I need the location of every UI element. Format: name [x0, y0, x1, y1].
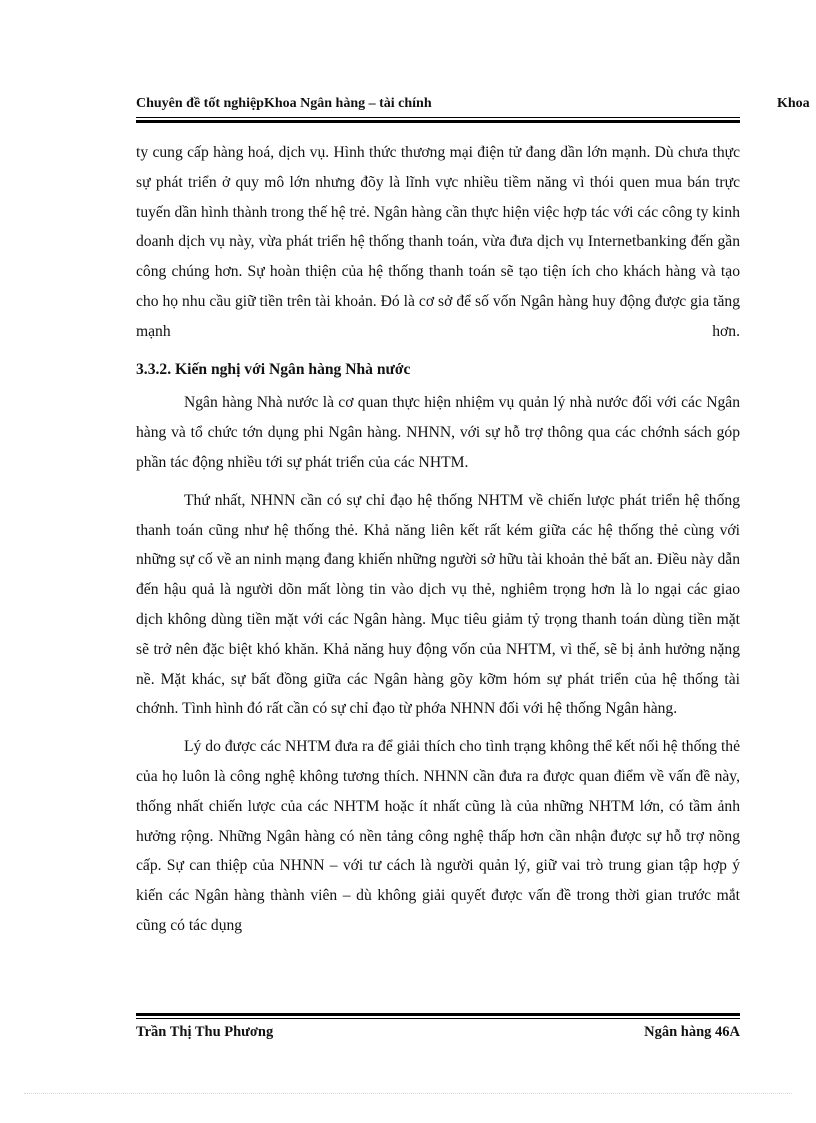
document-body	[136, 138, 740, 949]
footer-rule-thick	[136, 1013, 740, 1016]
footer-class: Ngân hàng 46A	[644, 1024, 740, 1040]
page-bottom-dotted-line	[24, 1093, 792, 1094]
header-title: Chuyên đề tốt nghiệpKhoa Ngân hàng – tài chính	[136, 96, 432, 111]
footer-rule-thin	[136, 1018, 740, 1019]
paragraph-ecommerce: ty cung cấp hàng hoá, dịch vụ. Hình thức thương mại điện tử đang dần lớn mạnh. Dù chưa thực sự phát triển ở quy mô lớn nhưng đõy là lĩnh vực nhiều tiềm năng vì thói quen mua bán trực tuyến dần hình thành trong thế hệ trẻ. Ngân hàng cần thực hiện việc hợp tác với các công ty kinh doanh dịch vụ này, vừa phát triển hệ thống thanh toán, vừa đưa dịch vụ Internetbanking đến gần công chúng hơn. Sự hoàn thiện của hệ thống thanh toán sẽ tạo tiện ích cho khách hàng và tạo cho họ nhu cầu giữ tiền trên tài khoản. Đó là cơ sở để số vốn Ngân hàng huy động được gia tăng mạnh hơn.	[136, 144, 740, 340]
paragraph-sbv-role: Ngân hàng Nhà nước là cơ quan thực hiện nhiệm vụ quản lý nhà nước đối với các Ngân hàng và tổ chức tớn dụng phi Ngân hàng. NHNN, với sự hỗ trợ thông qua các chớnh sách góp phần tác động nhiều tới sự phát triển của các NHTM.	[136, 394, 740, 471]
header-overflow-text: Khoa	[777, 96, 810, 111]
paragraph-first-recommendation: Thứ nhất, NHNN cần có sự chỉ đạo hệ thống NHTM về chiến lược phát triển hệ thống thanh toán cũng như hệ thống thẻ. Khả năng liên kết rất kém giữa các hệ thống thẻ cùng với những sự cố về an ninh mạng đang khiến những người sở hữu tài khoản thẻ bất an. Điều này dẫn đến hậu quả là người dõn mất lòng tin vào dịch vụ thẻ, nghiêm trọng hơn là lo ngại các giao dịch không dùng tiền mặt với các Ngân hàng. Mục tiêu giảm tỷ trọng thanh toán dùng tiền mặt sẽ trở nên đặc biệt khó khăn. Khả năng huy động vốn của NHTM, vì thế, sẽ bị ảnh hưởng nặng nề. Mặt khác, sự bất đồng giữa các Ngân hàng gõy kỡm hóm sự phát triển của hệ thống tài chớnh. Tình hình đó rất cần có sự chỉ đạo từ phớa NHNN đối với hệ thống Ngân hàng.	[136, 491, 740, 718]
header-rule-thin	[136, 117, 740, 118]
paragraph-technology: Lý do được các NHTM đưa ra để giải thích cho tình trạng không thể kết nối hệ thống thẻ của họ luôn là công nghệ không tương thích. NHNN cần đưa ra được quan điểm về vấn đề này, thống nhất chiến lược của các NHTM hoặc ít nhất cũng là của những NHTM lớn, có tầm ảnh hưởng rộng. Những Ngân hàng có nền tảng công nghệ thấp hơn cần nhận được sự hỗ trợ nõng cấp. Sự can thiệp của NHNN – với tư cách là người quản lý, giữ vai trò trung gian tập hợp ý kiến các Ngân hàng thành viên – dù không giải quyết được vấn đề trong thời gian trước mắt cũng có tác dụng	[136, 738, 740, 934]
header-rule-thick	[136, 120, 740, 123]
section-heading: 3.3.2. Kiến nghị với Ngân hàng Nhà nước	[136, 360, 411, 378]
footer-author: Trần Thị Thu Phương	[136, 1024, 274, 1040]
